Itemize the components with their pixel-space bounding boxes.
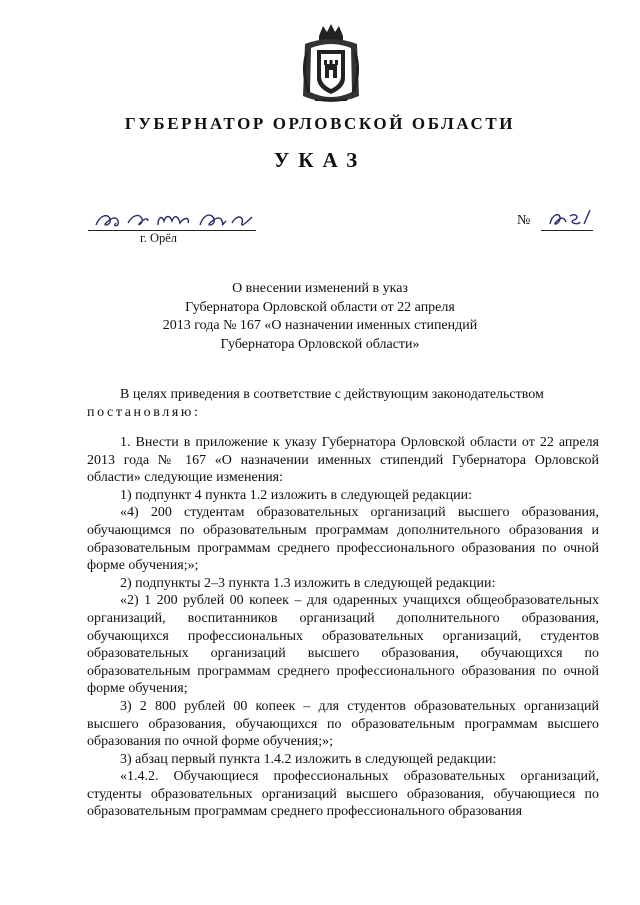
organization-title: ГУБЕРНАТОР ОРЛОВСКОЙ ОБЛАСТИ — [124, 114, 516, 133]
number-label: № — [517, 213, 531, 228]
preamble-text: В целях приведения в соответствие с действующим законодательством — [120, 387, 544, 402]
number-underline — [541, 230, 593, 231]
body-paragraph: 1. Внести в приложение к указу Губернатора Орловской области от 22 апреля 2013 года № 167 «О назначении именных стипендий Губернатора Орловской области» следующие изменения: — [87, 435, 599, 486]
body-paragraph: 1) подпункт 4 пункта 1.2 изложить в следующей редакции: — [120, 487, 472, 503]
decree-word: постановляю: — [87, 405, 201, 421]
title-line: Губернатора Орловской области» — [220, 336, 420, 352]
body-paragraph: «1.4.2. Обучающиеся профессиональных образовательных организаций, студенты образовательных организаций высшего образования, обучающиеся по образовательным программам среднего профессионального образования — [87, 769, 599, 820]
body-paragraph: «2) 1 200 рублей 00 копеек – для одаренных учащихся общеобразовательных организаций, воспитанников организаций дополнительного образования, обучающихся профессиональных образовательных организаций, студентов образовательных организаций высшего образования, обучающихся по образовательным программам среднего профессионального образования по очной форме обучения; — [87, 593, 599, 697]
body-paragraph: 2) подпункты 2–3 пункта 1.3 изложить в следующей редакции: — [120, 575, 496, 591]
preamble — [87, 386, 599, 422]
document-type: УКАЗ — [273, 148, 367, 172]
city: г. Орёл — [140, 231, 178, 245]
decree-title — [120, 280, 520, 354]
title-line: Губернатора Орловской области от 22 апреля — [185, 299, 455, 315]
coat-of-arms-icon — [297, 22, 365, 106]
body-paragraph: «4) 200 студентам образовательных организаций высшего образования, обучающимся по образовательным программам дополнительного образования и образовательным программам среднего профессионального образования по очной форме обучения;»; — [87, 505, 599, 574]
title-line: 2013 года № 167 «О назначении именных стипендий — [162, 318, 478, 333]
document-body — [87, 434, 599, 821]
body-paragraph: 3) 2 800 рублей 00 копеек – для студентов образовательных организаций высшего образования, обучающихся по образовательным программам высшего образования по очной форме обучения;»; — [87, 698, 599, 750]
title-line: О внесении изменений в указ — [232, 281, 408, 296]
body-paragraph: 3) абзац первый пункта 1.4.2 изложить в следующей редакции: — [120, 751, 497, 767]
